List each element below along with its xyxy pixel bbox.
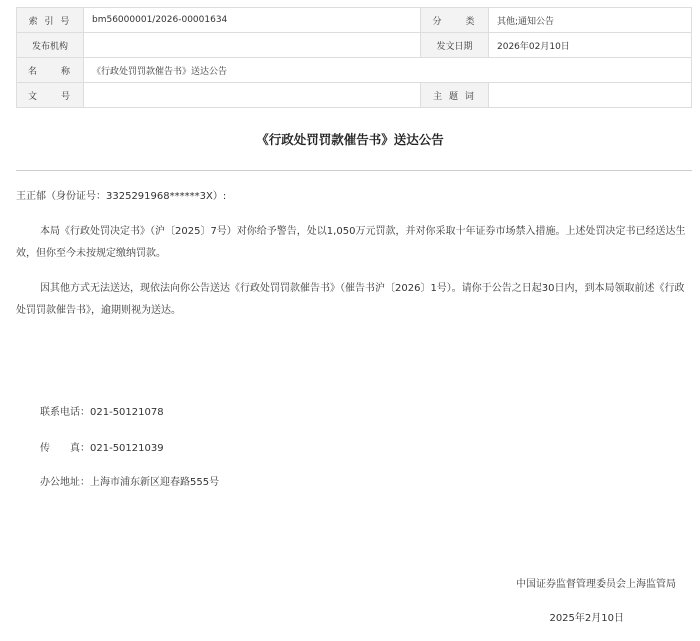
sign-date: 2025年2月10日 (549, 613, 624, 624)
contact-fax: 传 真：021-50121039 (40, 443, 164, 454)
name-label: 名 称 (17, 58, 84, 83)
keyword-label: 主 题 词 (421, 83, 489, 108)
publisher-value (84, 33, 421, 58)
document-title: 《行政处罚罚款催告书》送达公告 (256, 132, 444, 147)
table-row (17, 58, 692, 83)
paragraph-2: 因其他方式无法送达，现依法向你公告送达《行政处罚罚款催告书》（催告书沪〔2026〕1号）。请你于公告之日起30日内，到本局领取前述《行政处罚罚款催告书》，逾期则视为送达。 (16, 283, 685, 316)
docno-value (84, 83, 421, 108)
category-value: 其他;通知公告 (489, 8, 692, 33)
contact-phone: 联系电话：021-50121078 (40, 407, 164, 418)
signature: 中国证券监督管理委员会上海监管局 (516, 579, 676, 590)
table-row (17, 33, 692, 58)
category-label: 分 类 (421, 8, 489, 33)
name-value: 《行政处罚罚款催告书》送达公告 (84, 58, 692, 83)
contact-address: 办公地址：上海市浦东新区迎春路555号 (40, 477, 220, 488)
keyword-value (489, 83, 692, 108)
metadata-table (16, 7, 692, 108)
divider (16, 170, 692, 171)
publisher-label: 发布机构 (17, 33, 84, 58)
salutation: 王正郁（身份证号：3325291968******3X）: (16, 191, 227, 202)
table-row (17, 8, 692, 33)
date-value: 2026年02月10日 (489, 33, 692, 58)
table-row (17, 83, 692, 108)
paragraph-1: 本局《行政处罚决定书》（沪〔2025〕7号）对你给予警告，处以1,050万元罚款，并对你采取十年证券市场禁入措施。上述处罚决定书已经送达生效，但你至今未按规定缴纳罚款。 (16, 226, 686, 259)
index-value: bm56000001/2026-00001634 (84, 8, 421, 33)
docno-label: 文 号 (17, 83, 84, 108)
date-label: 发文日期 (421, 33, 489, 58)
index-label: 索 引 号 (17, 8, 84, 33)
